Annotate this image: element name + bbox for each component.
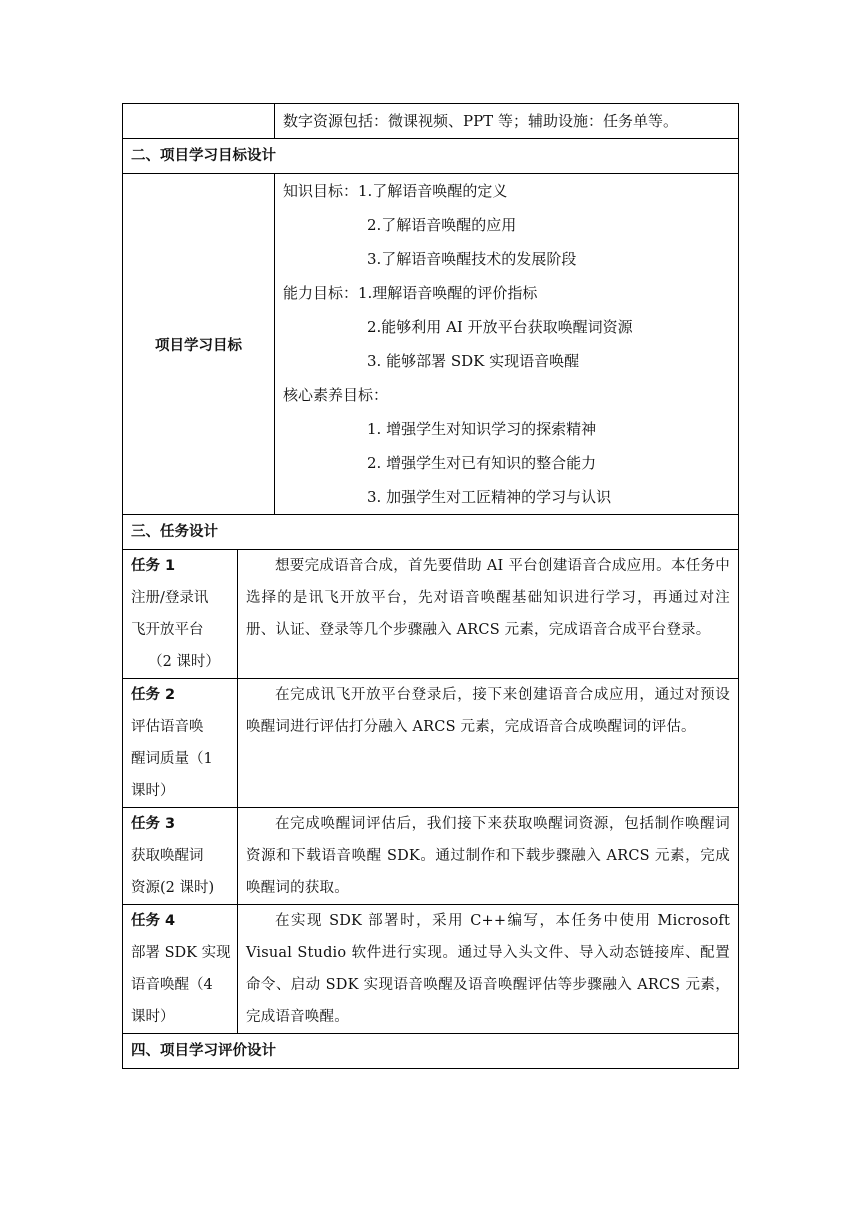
resources-text: 数字资源包括：微课视频、PPT 等；辅助设施：任务单等。 <box>283 112 678 130</box>
task-name-line: 获取唤醒词 <box>131 848 204 864</box>
core-goal-line: 1. 增强学生对知识学习的探索精神 <box>367 420 597 438</box>
goals-label-cell <box>123 174 275 515</box>
task-name-cell <box>123 679 238 808</box>
section-row <box>123 1034 739 1069</box>
task-desc-cell <box>238 550 739 679</box>
task-name-cell <box>123 550 238 679</box>
section-heading-cell <box>123 1034 739 1069</box>
task-row <box>123 679 739 808</box>
goals-label: 项目学习目标 <box>155 337 242 354</box>
task-desc-cell <box>238 905 739 1034</box>
section-row <box>123 515 739 550</box>
task-name-line: 课时） <box>131 1009 175 1025</box>
task-name-line: 评估语音唤 <box>131 719 204 735</box>
section-heading: 二、项目学习目标设计 <box>131 148 276 164</box>
task-description: 在完成唤醒词评估后，我们接下来获取唤醒词资源，包括制作唤醒词资源和下载语音唤醒 SDK。通过制作和下载步骤融入 ARCS 元素，完成唤醒词的获取。 <box>246 816 730 896</box>
task-title: 任务 2 <box>131 687 176 703</box>
task-row <box>123 905 739 1034</box>
knowledge-goal-line: 2.了解语音唤醒的应用 <box>367 216 517 234</box>
ability-goal-line: 能力目标：1.理解语音唤醒的评价指标 <box>283 284 538 302</box>
task-desc-cell <box>238 679 739 808</box>
task-name-cell <box>123 808 238 905</box>
task-title: 任务 3 <box>131 816 176 832</box>
core-goal-heading: 核心素养目标： <box>283 386 389 404</box>
ability-goal-line: 3. 能够部署 SDK 实现语音唤醒 <box>367 352 580 370</box>
resources-row <box>123 104 739 139</box>
task-description: 想要完成语音合成，首先要借助 AI 平台创建语音合成应用。本任务中选择的是讯飞开放平台，先对语音唤醒基础知识进行学习，再通过对注册、认证、登录等几个步骤融入 ARCS 元素，完成语音合成平台登录。 <box>246 558 730 638</box>
task-name-line: 部署 SDK 实现 <box>131 945 231 961</box>
task-description: 在实现 SDK 部署时，采用 C++编写，本任务中使用 Microsoft Visual Studio 软件进行实现。通过导入头文件、导入动态链接库、配置命令、启动 SDK 实现语音唤醒及语音唤醒评估等步骤融入 ARCS 元素，完成语音唤醒。 <box>246 913 730 1025</box>
core-goal-line: 2. 增强学生对已有知识的整合能力 <box>367 454 597 472</box>
section-heading: 三、任务设计 <box>131 524 218 540</box>
task-name-line: 课时） <box>131 783 175 799</box>
document-page <box>122 103 738 1069</box>
task-name-line: 资源(2 课时) <box>131 880 215 896</box>
section-heading: 四、项目学习评价设计 <box>131 1043 276 1059</box>
task-title: 任务 1 <box>131 558 176 574</box>
task-description: 在完成讯飞开放平台登录后，接下来创建语音合成应用，通过对预设唤醒词进行评估打分融入 ARCS 元素，完成语音合成唤醒词的评估。 <box>246 687 730 735</box>
task-desc-cell <box>238 808 739 905</box>
task-name-line: 语音唤醒（4 <box>131 977 213 993</box>
task-name-line: 注册/登录讯 <box>131 590 209 606</box>
task-name-line: （2 课时） <box>148 654 220 670</box>
resources-label-cell <box>123 104 275 139</box>
section-heading-cell <box>123 139 739 174</box>
lesson-plan-table <box>122 103 739 1069</box>
ability-goal-line: 2.能够利用 AI 开放平台获取唤醒词资源 <box>367 318 633 336</box>
goals-row <box>123 174 739 515</box>
knowledge-goal-line: 知识目标：1.了解语音唤醒的定义 <box>283 182 508 200</box>
task-row <box>123 550 739 679</box>
task-name-line: 飞开放平台 <box>131 622 204 638</box>
resources-cell <box>275 104 739 139</box>
section-row <box>123 139 739 174</box>
task-row <box>123 808 739 905</box>
task-name-line: 醒词质量（1 <box>131 751 213 767</box>
goals-content-cell <box>275 174 739 515</box>
core-goal-line: 3. 加强学生对工匠精神的学习与认识 <box>367 488 612 506</box>
task-title: 任务 4 <box>131 913 176 929</box>
task-name-cell <box>123 905 238 1034</box>
section-heading-cell <box>123 515 739 550</box>
knowledge-goal-line: 3.了解语音唤醒技术的发展阶段 <box>367 250 577 268</box>
